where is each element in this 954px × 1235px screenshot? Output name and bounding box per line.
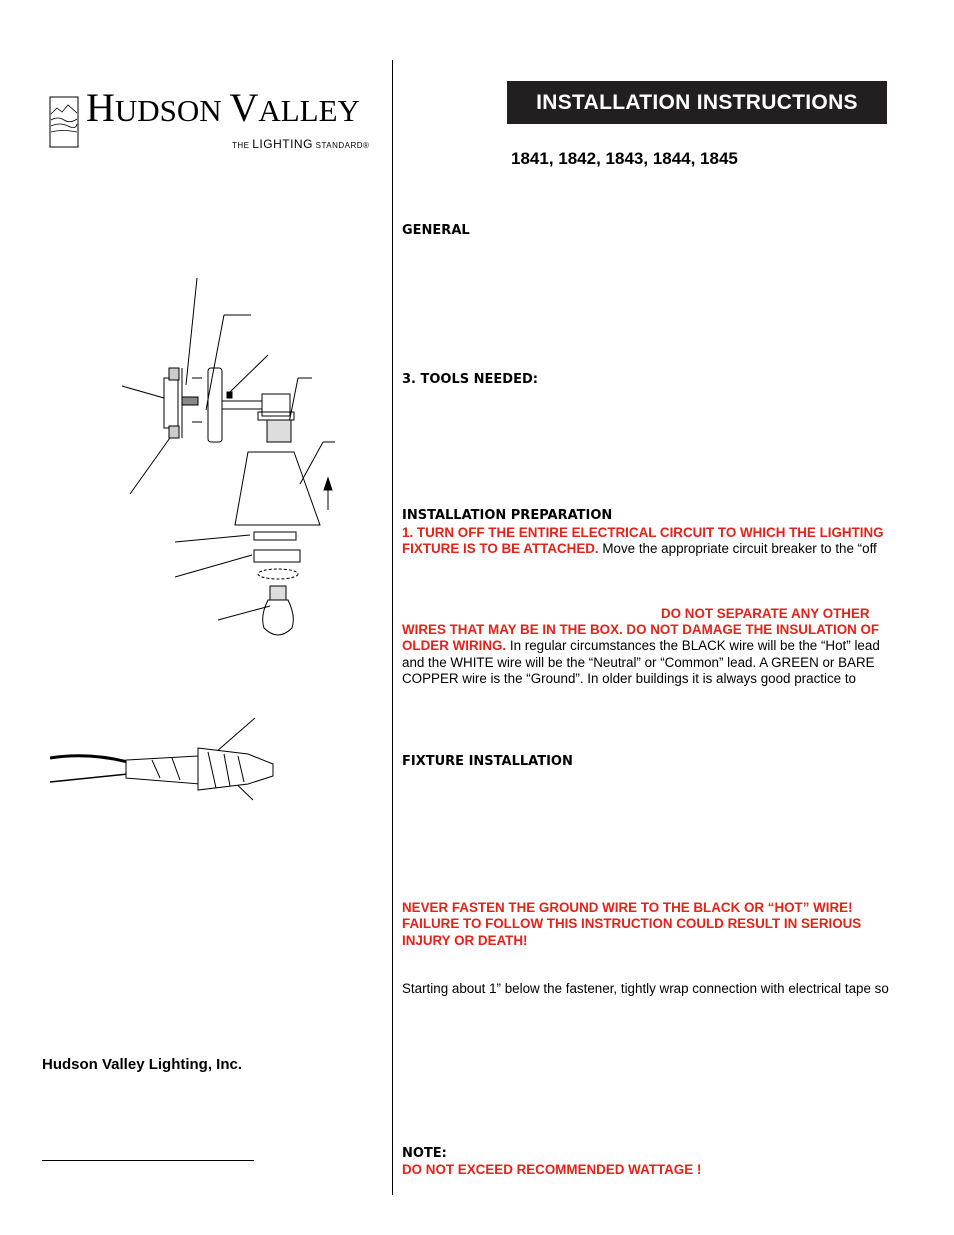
- section-general-heading: GENERAL: [402, 223, 470, 238]
- column-divider: [392, 60, 393, 1195]
- brand-tagline: THE LIGHTING STANDARD®: [232, 137, 370, 151]
- prep-line2: FIXTURE IS TO BE ATTACHED. Move the appropriate circuit breaker to the “off: [402, 541, 877, 556]
- prep-warning-line1: 1. TURN OFF THE ENTIRE ELECTRICAL CIRCUIT TO WHICH THE LIGHTING: [402, 525, 884, 540]
- company-name: Hudson Valley Lighting, Inc.: [42, 1056, 243, 1073]
- section-tools-heading: 3. TOOLS NEEDED:: [402, 372, 538, 387]
- signature-line: [42, 1160, 254, 1161]
- fixture-tape-instruction: Starting about 1” below the fastener, tightly wrap connection with electrical tape so: [402, 981, 889, 996]
- brand-logo-icon: [48, 96, 80, 150]
- prep-warning-separate: DO NOT SEPARATE ANY OTHER: [661, 606, 870, 621]
- prep-older-wiring: OLDER WIRING. In regular circumstances the BLACK wire will be the “Hot” lead: [402, 638, 880, 653]
- prep-white-wire-line: and the WHITE wire will be the “Neutral” or “Common” lead. A GREEN or BARE: [402, 655, 875, 670]
- fixture-warning-1: NEVER FASTEN THE GROUND WIRE TO THE BLACK OR “HOT” WIRE!: [402, 900, 853, 915]
- section-prep-heading: INSTALLATION PREPARATION: [402, 508, 613, 523]
- fixture-exploded-diagram: [120, 270, 350, 650]
- note-wattage-warning: DO NOT EXCEED RECOMMENDED WATTAGE !: [402, 1162, 702, 1177]
- fixture-warning-2: FAILURE TO FOLLOW THIS INSTRUCTION COULD RESULT IN SERIOUS: [402, 916, 862, 931]
- prep-copper-line: COPPER wire is the “Ground”. In older buildings it is always good practice to: [402, 671, 856, 686]
- wire-connection-diagram: [48, 712, 288, 812]
- fixture-warning-3: INJURY OR DEATH!: [402, 933, 528, 948]
- section-fixture-heading: FIXTURE INSTALLATION: [402, 754, 573, 769]
- section-note-heading: NOTE:: [402, 1146, 447, 1161]
- page-title: INSTALLATION INSTRUCTIONS: [507, 81, 887, 124]
- model-numbers: 1841, 1842, 1843, 1844, 1845: [511, 149, 738, 168]
- prep-warning-wires: WIRES THAT MAY BE IN THE BOX. DO NOT DAMAGE THE INSULATION OF: [402, 622, 880, 637]
- brand-name: HUDSON VALLEY: [86, 85, 360, 130]
